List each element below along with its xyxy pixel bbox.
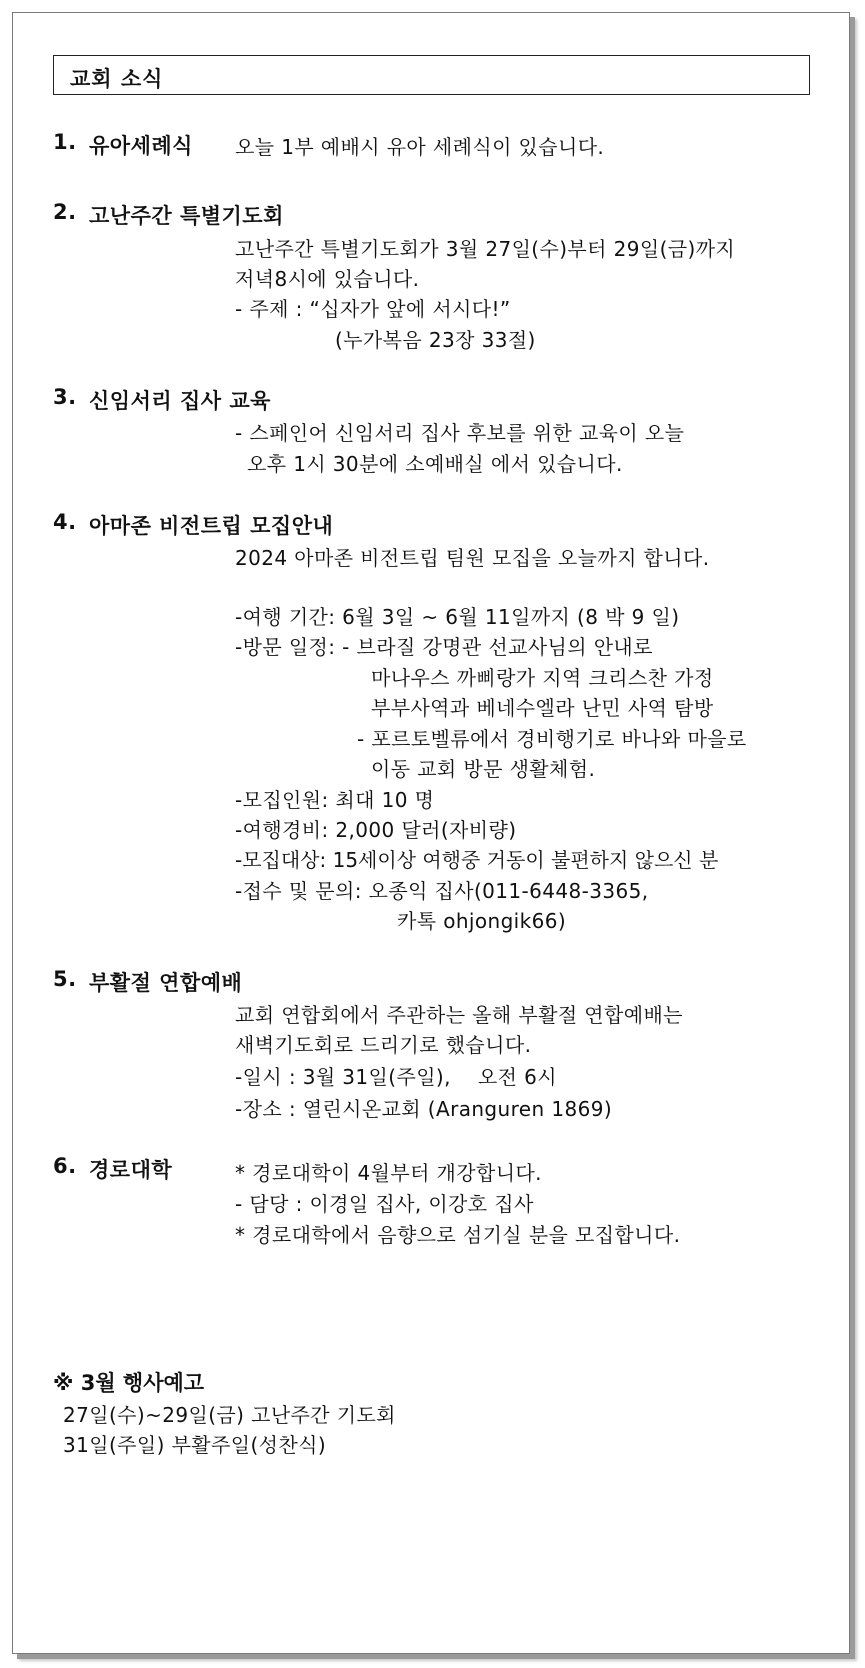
section-4-line-9: -여행경비: 2,000 달러(자비량) <box>235 818 517 842</box>
section-5-line-1: 교회 연합회에서 주관하는 올해 부활절 연합예배는 <box>235 1003 683 1027</box>
header-box <box>53 55 810 95</box>
section-5-line-4: -장소 : 열린시온교회 (Aranguren 1869) <box>235 1097 613 1121</box>
section-6-line-2: - 담당 : 이경일 집사, 이강호 집사 <box>235 1192 534 1216</box>
section-1-line-1: 오늘 1부 예배시 유아 세례식이 있습니다. <box>235 135 605 159</box>
section-5-number: 5. <box>53 967 77 991</box>
section-2-line-3: - 주제 : “십자가 앞에 서시다!” <box>235 297 511 321</box>
section-2-line-2: 저녁8시에 있습니다. <box>235 267 420 291</box>
header-title: 교회 소식 <box>70 67 164 91</box>
section-1-title: 유아세례식 <box>89 134 193 158</box>
section-6-title: 경로대학 <box>89 1158 173 1182</box>
section-6-line-3: * 경로대학에서 음향으로 섬기실 분을 모집합니다. <box>235 1223 681 1247</box>
section-4-number: 4. <box>53 510 77 534</box>
section-4-line-6: - 포르토벨류에서 경비행기로 바나와 마을로 <box>357 727 747 751</box>
section-4-line-4: 마나우스 까삐랑가 지역 크리스찬 가정 <box>371 666 714 690</box>
section-5-line-2: 새벽기도회로 드리기로 했습니다. <box>235 1033 532 1057</box>
section-4-title: 아마존 비전트립 모집안내 <box>89 514 334 538</box>
section-4-line-10: -모집대상: 15세이상 여행중 거동이 불편하지 않으신 분 <box>235 848 719 872</box>
section-5-line-3: -일시 : 3월 31일(주일), 오전 6시 <box>235 1065 557 1089</box>
section-4-line-1: 2024 아마존 비전트립 팀원 모집을 오늘까지 합니다. <box>235 546 710 570</box>
section-4-line-12: 카톡 ohjongik66) <box>397 909 567 933</box>
section-6-line-1: * 경로대학이 4월부터 개강합니다. <box>235 1161 542 1185</box>
notice-title: ※ 3월 행사예고 <box>53 1371 205 1395</box>
section-4-line-5: 부부사역과 베네수엘라 난민 사역 탐방 <box>371 696 714 720</box>
notice-item-1: 27일(수)~29일(금) 고난주간 기도회 <box>63 1403 396 1427</box>
section-4-line-2: -여행 기간: 6월 3일 ~ 6월 11일까지 (8 박 9 일) <box>235 605 680 629</box>
section-3-line-2: 오후 1시 30분에 소예배실 에서 있습니다. <box>247 452 623 476</box>
section-4-line-3: -방문 일정: - 브라질 강명관 선교사님의 안내로 <box>235 635 653 659</box>
section-2-title: 고난주간 특별기도회 <box>89 204 284 228</box>
section-4-line-11: -접수 및 문의: 오종익 집사(011-6448-3365, <box>235 879 649 903</box>
section-2-number: 2. <box>53 200 77 224</box>
section-2-line-4: (누가복음 23장 33절) <box>335 328 536 352</box>
section-3-title: 신임서리 집사 교육 <box>89 389 271 413</box>
section-1-number: 1. <box>53 130 77 154</box>
section-2-line-1: 고난주간 특별기도회가 3월 27일(수)부터 29일(금)까지 <box>235 237 736 261</box>
notice-item-2: 31일(주일) 부활주일(성찬식) <box>63 1433 327 1457</box>
bulletin-page <box>12 12 850 1654</box>
section-3-line-1: - 스페인어 신임서리 집사 후보를 위한 교육이 오늘 <box>235 421 685 445</box>
section-4-line-8: -모집인원: 최대 10 명 <box>235 788 435 812</box>
section-4-line-7: 이동 교회 방문 생활체험. <box>371 757 596 781</box>
section-3-number: 3. <box>53 385 77 409</box>
section-6-number: 6. <box>53 1154 77 1178</box>
section-5-title: 부활절 연합예배 <box>89 971 243 995</box>
